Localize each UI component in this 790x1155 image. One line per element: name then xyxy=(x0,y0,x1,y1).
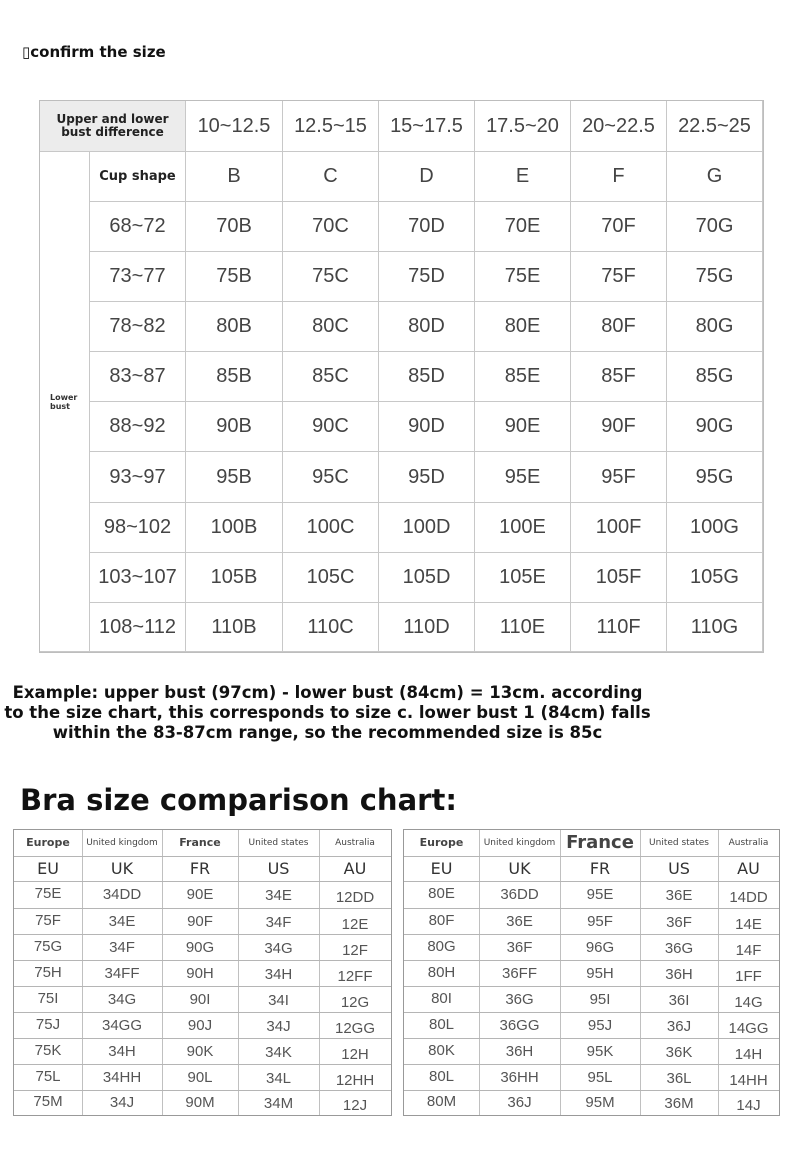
country-name-cell: Australia xyxy=(728,838,769,848)
lower-bust-range-cell: 88~92 xyxy=(90,402,186,452)
conversion-value-cell: 12E xyxy=(341,915,369,933)
size-conversion-row xyxy=(404,986,779,1013)
size-system-cell: AU xyxy=(343,859,367,878)
size-cell: 100C xyxy=(283,503,379,553)
conversion-value-cell: 95J xyxy=(587,1016,613,1034)
conversion-value-cell: 75G xyxy=(33,937,63,955)
country-name-row xyxy=(404,830,779,857)
conversion-value-cell: 95H xyxy=(586,964,614,982)
conversion-value-cell: 34I xyxy=(268,991,289,1009)
conversion-value-cell: 12HH xyxy=(335,1071,375,1089)
conversion-value-cell: 80G xyxy=(427,937,456,955)
conversion-value-cell: 36FF xyxy=(501,964,537,982)
conversion-value-cell: 14E xyxy=(735,915,762,933)
conversion-value-cell: 36DD xyxy=(500,886,539,903)
conversion-value-cell: 75F xyxy=(35,911,61,929)
size-conversion-row xyxy=(14,1038,391,1065)
size-conversion-row xyxy=(14,881,391,909)
size-cell: 80G xyxy=(667,302,763,352)
conversion-value-cell: 12J xyxy=(342,1097,368,1114)
size-system-cell: UK xyxy=(508,859,531,878)
conversion-value-cell: 34DD xyxy=(102,886,142,903)
size-system-row xyxy=(14,856,391,882)
size-cell: 95C xyxy=(283,452,379,503)
difference-cell: 17.5~20 xyxy=(475,101,571,152)
conversion-value-cell: 12FF xyxy=(337,967,373,985)
size-cell: 110B xyxy=(186,603,283,652)
country-name-cell: United kingdom xyxy=(483,838,556,848)
size-cell: 85E xyxy=(475,352,571,402)
conversion-value-cell: 36J xyxy=(666,1017,692,1035)
conversion-value-cell: 80L xyxy=(428,1067,455,1085)
conversion-value-cell: 12G xyxy=(340,993,370,1011)
size-conversion-row xyxy=(404,881,779,909)
conversion-value-cell: 14H xyxy=(734,1045,763,1063)
conversion-value-cell: 34HH xyxy=(102,1068,142,1086)
cup-cell: F xyxy=(571,152,667,202)
missing-glyph-box: ▯ xyxy=(22,43,31,61)
size-conversion-row xyxy=(14,960,391,987)
country-name-cell: Australia xyxy=(335,838,375,848)
difference-cell: 12.5~15 xyxy=(283,101,379,152)
size-cell: 70D xyxy=(379,202,475,252)
conversion-value-cell: 14G xyxy=(734,993,763,1011)
country-name-cell: France xyxy=(179,836,221,849)
size-conversion-row xyxy=(14,908,391,935)
conversion-value-cell: 95K xyxy=(586,1042,614,1060)
size-system-cell: AU xyxy=(737,859,760,878)
country-name-cell: Europe xyxy=(419,836,464,849)
lower-bust-range-cell: 73~77 xyxy=(90,252,186,302)
size-system-cell: US xyxy=(267,859,290,878)
size-conversion-row xyxy=(14,934,391,961)
size-cell: 95F xyxy=(571,452,667,503)
conversion-value-cell: 34G xyxy=(107,990,137,1008)
cup-cell: E xyxy=(475,152,571,202)
lower-bust-range-cell: 68~72 xyxy=(90,202,186,252)
size-cell: 95G xyxy=(667,452,763,503)
size-conversion-row xyxy=(404,960,779,987)
conversion-value-cell: 90I xyxy=(189,990,211,1008)
country-name-row xyxy=(14,830,391,857)
size-cell: 70G xyxy=(667,202,763,252)
conversion-value-cell: 36F xyxy=(666,913,692,931)
size-cell: 70E xyxy=(475,202,571,252)
conversion-value-cell: 95F xyxy=(587,912,613,930)
conversion-value-cell: 34F xyxy=(265,913,292,931)
conversion-value-cell: 36L xyxy=(666,1069,692,1087)
size-cell: 95D xyxy=(379,452,475,503)
size-cell: 105C xyxy=(283,553,379,603)
comparison-chart-title: Bra size comparison chart: xyxy=(20,783,457,817)
conversion-value-cell: 34F xyxy=(109,938,135,956)
country-name-cell: United kingdom xyxy=(86,838,158,848)
conversion-value-cell: 95E xyxy=(586,886,614,903)
size-cell: 90E xyxy=(475,402,571,452)
cup-cell: D xyxy=(379,152,475,202)
size-cell: 90F xyxy=(571,402,667,452)
conversion-value-cell: 95I xyxy=(589,990,611,1008)
size-conversion-row xyxy=(14,986,391,1013)
cup-cell: C xyxy=(283,152,379,202)
conversion-value-cell: 12GG xyxy=(334,1019,376,1037)
conversion-value-cell: 34J xyxy=(109,1094,135,1111)
size-system-cell: FR xyxy=(589,859,611,878)
conversion-value-cell: 36H xyxy=(665,965,693,983)
size-conversion-row xyxy=(404,934,779,961)
size-cell: 110E xyxy=(475,603,571,652)
conversion-value-cell: 34K xyxy=(265,1043,292,1061)
size-system-cell: US xyxy=(668,859,690,878)
size-cell: 80B xyxy=(186,302,283,352)
size-cell: 85F xyxy=(571,352,667,402)
country-name-cell: United states xyxy=(248,838,309,848)
country-name-cell: France xyxy=(566,832,634,853)
confirm-size-text: confirm the size xyxy=(30,43,166,61)
conversion-value-cell: 80I xyxy=(431,989,452,1007)
conversion-value-cell: 90M xyxy=(185,1094,215,1111)
size-cell: 80D xyxy=(379,302,475,352)
size-cell: 70C xyxy=(283,202,379,252)
conversion-value-cell: 34E xyxy=(108,912,136,930)
example-explanation xyxy=(0,683,655,743)
conversion-value-cell: 34E xyxy=(265,887,292,904)
bust-difference-header: Upper and lower bust difference xyxy=(40,101,186,152)
lower-bust-range-cell: 93~97 xyxy=(90,452,186,503)
conversion-value-cell: 12F xyxy=(342,941,368,959)
size-conversion-row xyxy=(404,1038,779,1065)
conversion-value-cell: 36E xyxy=(665,887,693,904)
cup-cell: B xyxy=(186,152,283,202)
conversion-value-cell: 34FF xyxy=(104,964,140,982)
conversion-value-cell: 34H xyxy=(108,1042,136,1060)
conversion-value-cell: 34H xyxy=(264,965,293,983)
size-conversion-row xyxy=(404,1090,779,1115)
size-cell: 105B xyxy=(186,553,283,603)
size-cell: 105F xyxy=(571,553,667,603)
lower-bust-range-cell: 108~112 xyxy=(90,603,186,652)
conversion-value-cell: 14F xyxy=(735,941,762,959)
size-cell: 80F xyxy=(571,302,667,352)
cup-shape-header: Cup shape xyxy=(90,152,186,202)
size-system-cell: EU xyxy=(430,859,453,878)
conversion-value-cell: 14HH xyxy=(729,1071,768,1089)
conversion-value-cell: 80L xyxy=(428,1015,455,1033)
size-cell: 85G xyxy=(667,352,763,402)
size-system-cell: FR xyxy=(189,859,211,878)
conversion-value-cell: 90G xyxy=(185,938,215,956)
size-conversion-row xyxy=(14,1090,391,1115)
size-cell: 75C xyxy=(283,252,379,302)
conversion-value-cell: 14GG xyxy=(728,1019,769,1037)
conversion-value-cell: 90E xyxy=(186,886,214,903)
size-cell: 95E xyxy=(475,452,571,503)
size-cell: 100B xyxy=(186,503,283,553)
difference-cell: 10~12.5 xyxy=(186,101,283,152)
difference-cell: 20~22.5 xyxy=(571,101,667,152)
confirm-size-heading xyxy=(22,43,166,61)
conversion-value-cell: 36GG xyxy=(499,1016,540,1034)
conversion-value-cell: 75E xyxy=(34,885,62,902)
size-conversion-row xyxy=(404,908,779,935)
size-cell: 85B xyxy=(186,352,283,402)
conversion-value-cell: 90J xyxy=(187,1016,213,1034)
size-cell: 110G xyxy=(667,603,763,652)
conversion-value-cell: 36G xyxy=(664,939,694,957)
difference-cell: 15~17.5 xyxy=(379,101,475,152)
conversion-value-cell: 80E xyxy=(428,885,455,902)
size-conversion-row xyxy=(404,1012,779,1039)
conversion-value-cell: 1FF xyxy=(735,967,762,985)
country-name-cell: United states xyxy=(649,838,709,848)
comparison-table-left xyxy=(13,829,392,1116)
size-conversion-row xyxy=(404,1064,779,1091)
size-cell: 75D xyxy=(379,252,475,302)
size-cell: 100G xyxy=(667,503,763,553)
cup-cell: G xyxy=(667,152,763,202)
size-cell: 100F xyxy=(571,503,667,553)
lower-bust-range-cell: 98~102 xyxy=(90,503,186,553)
lower-bust-range-cell: 103~107 xyxy=(90,553,186,603)
country-name-cell: Europe xyxy=(26,836,70,849)
size-cell: 75F xyxy=(571,252,667,302)
size-system-cell: EU xyxy=(37,859,59,878)
size-cell: 100D xyxy=(379,503,475,553)
size-cell: 110F xyxy=(571,603,667,652)
conversion-value-cell: 95L xyxy=(587,1068,613,1086)
size-cell: 95B xyxy=(186,452,283,503)
conversion-value-cell: 36M xyxy=(664,1095,694,1112)
size-cell: 110C xyxy=(283,603,379,652)
conversion-value-cell: 12H xyxy=(341,1045,369,1063)
size-cell: 85D xyxy=(379,352,475,402)
conversion-value-cell: 34G xyxy=(264,939,293,957)
example-line-1: Example: upper bust (97cm) - lower bust (84cm) = 13cm. according xyxy=(12,683,643,702)
conversion-value-cell: 90L xyxy=(187,1068,213,1086)
size-conversion-row xyxy=(14,1064,391,1091)
size-cell: 110D xyxy=(379,603,475,652)
size-cell: 105E xyxy=(475,553,571,603)
size-cell: 90D xyxy=(379,402,475,452)
conversion-value-cell: 90H xyxy=(186,964,214,982)
conversion-value-cell: 90K xyxy=(186,1042,214,1060)
size-cell: 90C xyxy=(283,402,379,452)
conversion-value-cell: 36J xyxy=(507,1094,532,1111)
size-cell: 80E xyxy=(475,302,571,352)
size-cell: 100E xyxy=(475,503,571,553)
size-cell: 75B xyxy=(186,252,283,302)
size-cell: 105D xyxy=(379,553,475,603)
lower-bust-range-cell: 83~87 xyxy=(90,352,186,402)
size-chart-table xyxy=(39,100,764,653)
conversion-value-cell: 34J xyxy=(266,1017,291,1035)
example-line-2: to the size chart, this corresponds to size c. lower bust 1 (84cm) falls xyxy=(4,703,651,722)
conversion-value-cell: 14J xyxy=(736,1097,761,1114)
lower-bust-label: Lower bust xyxy=(40,152,90,652)
example-line-3: within the 83-87cm range, so the recommended size is 85c xyxy=(52,723,603,742)
conversion-value-cell: 75M xyxy=(33,1093,63,1110)
conversion-value-cell: 75H xyxy=(34,963,62,981)
size-system-row xyxy=(404,856,779,882)
conversion-value-cell: 12DD xyxy=(335,889,375,906)
conversion-value-cell: 36K xyxy=(665,1043,693,1061)
conversion-value-cell: 75L xyxy=(35,1067,61,1085)
size-conversion-row xyxy=(14,1012,391,1039)
conversion-value-cell: 36H xyxy=(505,1042,534,1060)
size-cell: 70F xyxy=(571,202,667,252)
conversion-value-cell: 90F xyxy=(187,912,213,930)
size-cell: 105G xyxy=(667,553,763,603)
conversion-value-cell: 36I xyxy=(668,991,690,1009)
size-cell: 75G xyxy=(667,252,763,302)
comparison-table-right xyxy=(403,829,780,1116)
size-cell: 85C xyxy=(283,352,379,402)
conversion-value-cell: 14DD xyxy=(729,889,768,906)
conversion-value-cell: 36E xyxy=(506,912,533,930)
conversion-value-cell: 34GG xyxy=(101,1016,143,1034)
conversion-value-cell: 80F xyxy=(428,911,455,929)
difference-cell: 22.5~25 xyxy=(667,101,763,152)
conversion-value-cell: 80H xyxy=(427,963,456,981)
size-cell: 90G xyxy=(667,402,763,452)
size-system-cell: UK xyxy=(110,859,134,878)
size-cell: 75E xyxy=(475,252,571,302)
conversion-value-cell: 36F xyxy=(506,938,533,956)
conversion-value-cell: 75K xyxy=(34,1041,62,1059)
size-cell: 90B xyxy=(186,402,283,452)
conversion-value-cell: 80K xyxy=(428,1041,455,1059)
conversion-value-cell: 95M xyxy=(585,1094,615,1111)
conversion-value-cell: 96G xyxy=(585,938,615,956)
size-cell: 70B xyxy=(186,202,283,252)
size-cell: 80C xyxy=(283,302,379,352)
conversion-value-cell: 80M xyxy=(426,1093,457,1110)
conversion-value-cell: 34M xyxy=(263,1095,294,1112)
conversion-value-cell: 34L xyxy=(265,1069,292,1087)
conversion-value-cell: 75I xyxy=(37,989,59,1007)
conversion-value-cell: 36HH xyxy=(500,1068,539,1086)
lower-bust-range-cell: 78~82 xyxy=(90,302,186,352)
conversion-value-cell: 36G xyxy=(505,990,534,1008)
conversion-value-cell: 75J xyxy=(35,1015,61,1033)
